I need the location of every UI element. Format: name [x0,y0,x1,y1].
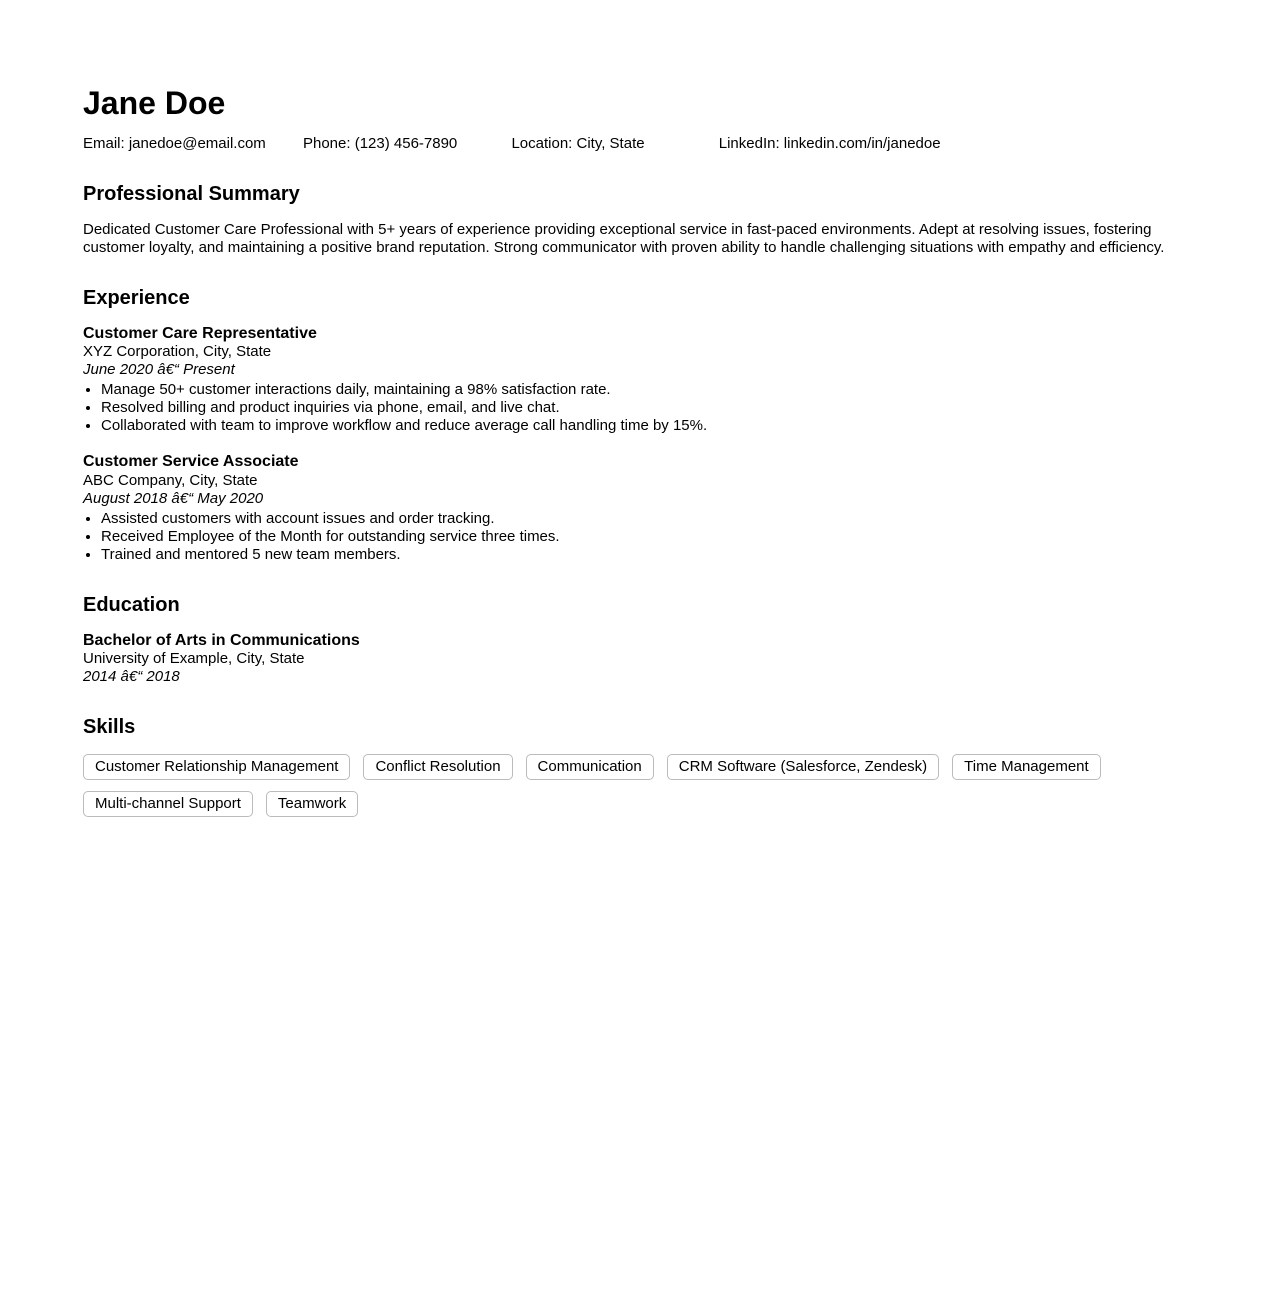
job-title: Customer Care Representative [83,324,317,342]
contact-phone: Phone: (123) 456-7890 [302,134,458,152]
skill-chip: Teamwork [266,791,358,817]
skill-chip: Customer Relationship Management [83,754,350,780]
section-heading-experience: Experience [83,286,190,309]
section-heading-skills: Skills [83,715,136,738]
skills-list [83,754,1196,817]
skill-chip: CRM Software (Salesforce, Zendesk) [667,754,939,780]
contact-linkedin: LinkedIn: linkedin.com/in/janedoe [718,134,941,152]
contact-location: Location: City, State [511,134,645,152]
job-entry [83,453,1196,563]
job-bullet: • Manage 50+ customer interactions daily, maintaining a 98% satisfaction rate. [101,381,1196,399]
education-degree: Bachelor of Arts in Communications [83,631,360,649]
job-bullet: • Assisted customers with account issues and order tracking. [101,510,1196,528]
job-dates: June 2020 â€“ Present [83,361,235,379]
job-entry [83,325,1196,435]
education-entry [83,632,1196,686]
contact-row [83,135,1196,153]
skill-chip: Multi-channel Support [83,791,253,817]
job-bullet: • Collaborated with team to improve workflow and reduce average call handling time by 15%. [101,417,1196,435]
skill-chip: Time Management [952,754,1101,780]
education-school: University of Example, City, State [83,649,305,667]
job-bullet-list [83,510,1196,564]
job-company: XYZ Corporation, City, State [83,343,272,361]
job-bullet-list [83,381,1196,435]
skill-chip: Conflict Resolution [363,754,512,780]
skill-chip: Communication [526,754,654,780]
education-dates: 2014 â€“ 2018 [83,667,180,685]
section-heading-education: Education [83,593,180,616]
job-bullet: • Trained and mentored 5 new team members. [101,546,1196,564]
job-bullet: • Received Employee of the Month for outstanding service three times. [101,528,1196,546]
contact-email: Email: janedoe@email.com [83,134,266,152]
candidate-name: Jane Doe [83,85,226,121]
summary-paragraph: Dedicated Customer Care Professional with 5+ years of experience providing exceptional service in fast-paced environments. Adept at resolving issues, fostering customer loyalty, and maintaining a positive brand reputation. Strong communicator with proven ability to handle challenging situations with empathy and efficiency. [83,220,1165,256]
section-heading-professional-summary: Professional Summary [83,182,300,205]
job-company: ABC Company, City, State [83,471,258,489]
job-title: Customer Service Associate [83,453,299,471]
job-dates: August 2018 â€“ May 2020 [83,489,264,507]
job-bullet: • Resolved billing and product inquiries via phone, email, and live chat. [101,399,1196,417]
